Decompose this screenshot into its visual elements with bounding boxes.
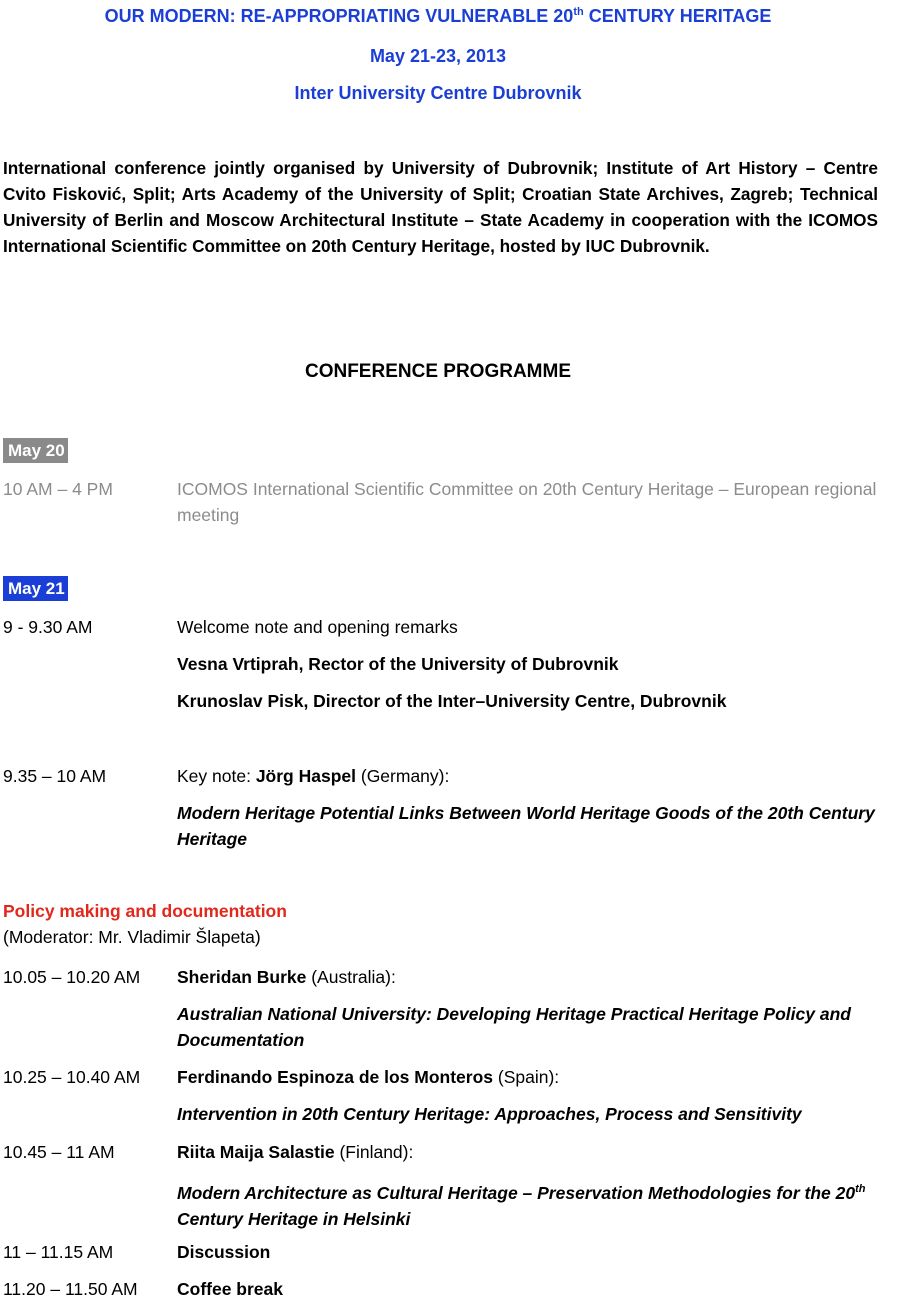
row-time: 10.25 – 10.40 AM <box>3 1067 141 1087</box>
row-description: Welcome note and opening remarks <box>177 617 458 637</box>
speaker-name: Riita Maija Salastie <box>177 1142 335 1162</box>
conference-venue: Inter University Centre Dubrovnik <box>294 83 582 103</box>
talk-title: Modern Heritage Potential Links Between World Heritage Goods of the 20th Century Heritage <box>177 803 875 849</box>
speaker-name: Jörg Haspel <box>255 766 356 786</box>
talk-title: Australian National University: Developing Heritage Practical Heritage Policy and Documentation <box>177 1004 851 1050</box>
conference-dates: May 21-23, 2013 <box>369 46 507 66</box>
row-time: 10.05 – 10.20 AM <box>3 967 141 987</box>
section-title: Policy making and documentation <box>3 901 287 921</box>
row-description: Discussion <box>177 1242 271 1262</box>
intro-paragraph: International conference jointly organised by University of Dubrovnik; Institute of Art History – Centre Cvito Fisković, Split; Arts Academy of the University of Split; Croatian State Archives, Zagreb; Technical University of Berlin and Moscow Architectural Institute – State Academy in cooperation with the ICOMOS International Scientific Committee on 20th Century Heritage, hosted by IUC Dubrovnik. <box>3 158 878 256</box>
talk-title: Intervention in 20th Century Heritage: Approaches, Process and Sensitivity <box>177 1104 802 1124</box>
section-moderator: (Moderator: Mr. Vladimir Šlapeta) <box>3 927 261 947</box>
row-description: Key note: Jörg Haspel (Germany): <box>177 766 450 786</box>
speaker-name: Sheridan Burke <box>177 967 307 987</box>
day-badge-may-20: May 20 <box>3 438 68 463</box>
row-time: 10 AM – 4 PM <box>3 479 113 499</box>
row-description: Coffee break <box>177 1279 284 1299</box>
row-time: 9.35 – 10 AM <box>3 766 107 786</box>
speaker-name: Ferdinando Espinoza de los Monteros <box>177 1067 493 1087</box>
row-description: Ferdinando Espinoza de los Monteros (Spain): <box>177 1067 560 1087</box>
row-description: Sheridan Burke (Australia): <box>177 967 396 987</box>
programme-title: CONFERENCE PROGRAMME <box>304 361 571 382</box>
row-description: Riita Maija Salastie (Finland): <box>177 1142 414 1162</box>
document-title: OUR MODERN: RE-APPROPRIATING VULNERABLE 20th CENTURY HERITAGE <box>104 6 772 26</box>
row-description: ICOMOS International Scientific Committee on 20th Century Heritage – European regional meeting <box>177 479 877 525</box>
row-time: 11.20 – 11.50 AM <box>3 1279 138 1299</box>
day-badge-may-21: May 21 <box>3 576 68 601</box>
speaker-name: Krunoslav Pisk, Director of the Inter–University Centre, Dubrovnik <box>177 691 727 711</box>
row-time: 9 - 9.30 AM <box>3 617 93 637</box>
speaker-name: Vesna Vrtiprah, Rector of the University of Dubrovnik <box>177 654 619 674</box>
row-time: 10.45 – 11 AM <box>3 1142 115 1162</box>
row-time: 11 – 11.15 AM <box>3 1242 114 1262</box>
talk-title: Modern Architecture as Cultural Heritage – Preservation Methodologies for the 20th Century Heritage in Helsinki <box>177 1182 866 1229</box>
